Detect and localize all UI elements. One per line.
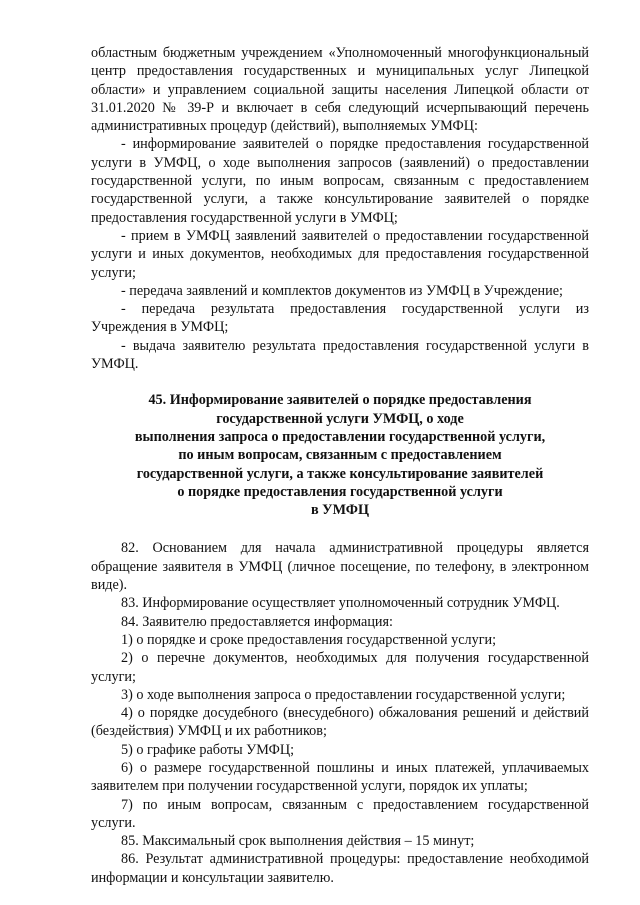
heading-line: выполнения запроса о предоставлении государственной услуги,: [134, 428, 546, 445]
list-item-7: 7) по иным вопросам, связанным с предоставлением государственной услуги.: [91, 796, 589, 831]
heading-line: в УМФЦ: [310, 502, 370, 519]
paragraph-83: 83. Информирование осуществляет уполномоченный сотрудник УМФЦ.: [121, 595, 560, 612]
list-item-informing: - информирование заявителей о порядке предоставления государственной услуги в УМФЦ, о ходе выполнения запросов (заявлений) о предоставлении государственной услуги, по иным вопросам, связанным с предоставлением государственной услуги, а также консультирование заявителей о порядке предоставления государственной услуги в УМФЦ;: [91, 136, 589, 226]
heading-line: государственной услуги УМФЦ, о ходе: [216, 410, 464, 427]
list-item-transfer-documents: - передача заявлений и комплектов документов из УМФЦ в Учреждение;: [121, 282, 563, 299]
heading-line: государственной услуги, а также консультирование заявителей: [136, 465, 544, 482]
list-item-reception: - прием в УМФЦ заявлений заявителей о предоставлении государственной услуги и иных документов, необходимых для предоставления государственной услуги;: [91, 227, 589, 281]
list-item-2: 2) о перечне документов, необходимых для получения государственной услуги;: [91, 650, 589, 685]
list-item-4: 4) о порядке досудебного (внесудебного) обжалования решений и действий (бездействия) УМФЦ и их работников;: [91, 705, 589, 740]
paragraph-85: 85. Максимальный срок выполнения действия – 15 минут;: [121, 833, 475, 850]
paragraph-intro: областным бюджетным учреждением «Уполномоченный многофункциональный центр предоставления государственных и муниципальных услуг Липецкой области» и управлением социальной защиты населения Липецкой области от 31.01.2020 № 39-Р и включает в себя следующий исчерпывающий перечень административных процедур (действий), выполняемых УМФЦ:: [91, 45, 589, 135]
intro-section: [91, 44, 589, 373]
paragraph-84: 84. Заявителю предоставляется информация:: [121, 613, 393, 630]
list-item-5: 5) о графике работы УМФЦ;: [121, 741, 295, 758]
paragraph-86: 86. Результат административной процедуры: предоставление необходимой информации и консультации заявителю.: [91, 851, 589, 886]
heading-line: 45. Информирование заявителей о порядке предоставления: [148, 392, 532, 409]
heading-line: о порядке предоставления государственной услуги: [177, 483, 503, 500]
list-item-1: 1) о порядке и сроке предоставления государственной услуги;: [121, 631, 497, 648]
section-heading: [91, 391, 589, 519]
list-item-6: 6) о размере государственной пошлины и иных платежей, уплачиваемых заявителем при получении государственной услуги, порядок их уплаты;: [91, 759, 589, 795]
list-item-transfer-result: - передача результата предоставления государственной услуги из Учреждения в УМФЦ;: [91, 301, 589, 336]
paragraph-82: 82. Основанием для начала административной процедуры является обращение заявителя в УМФЦ (личное посещение, по телефону, в электронном виде).: [91, 540, 589, 594]
heading-line: по иным вопросам, связанным с предоставлением: [178, 447, 502, 464]
list-item-3: 3) о ходе выполнения запроса о предоставлении государственной услуги;: [121, 686, 566, 703]
body-section: [91, 539, 589, 887]
list-item-issue-result: - выдача заявителю результата предоставления государственной услуги в УМФЦ.: [91, 337, 589, 373]
